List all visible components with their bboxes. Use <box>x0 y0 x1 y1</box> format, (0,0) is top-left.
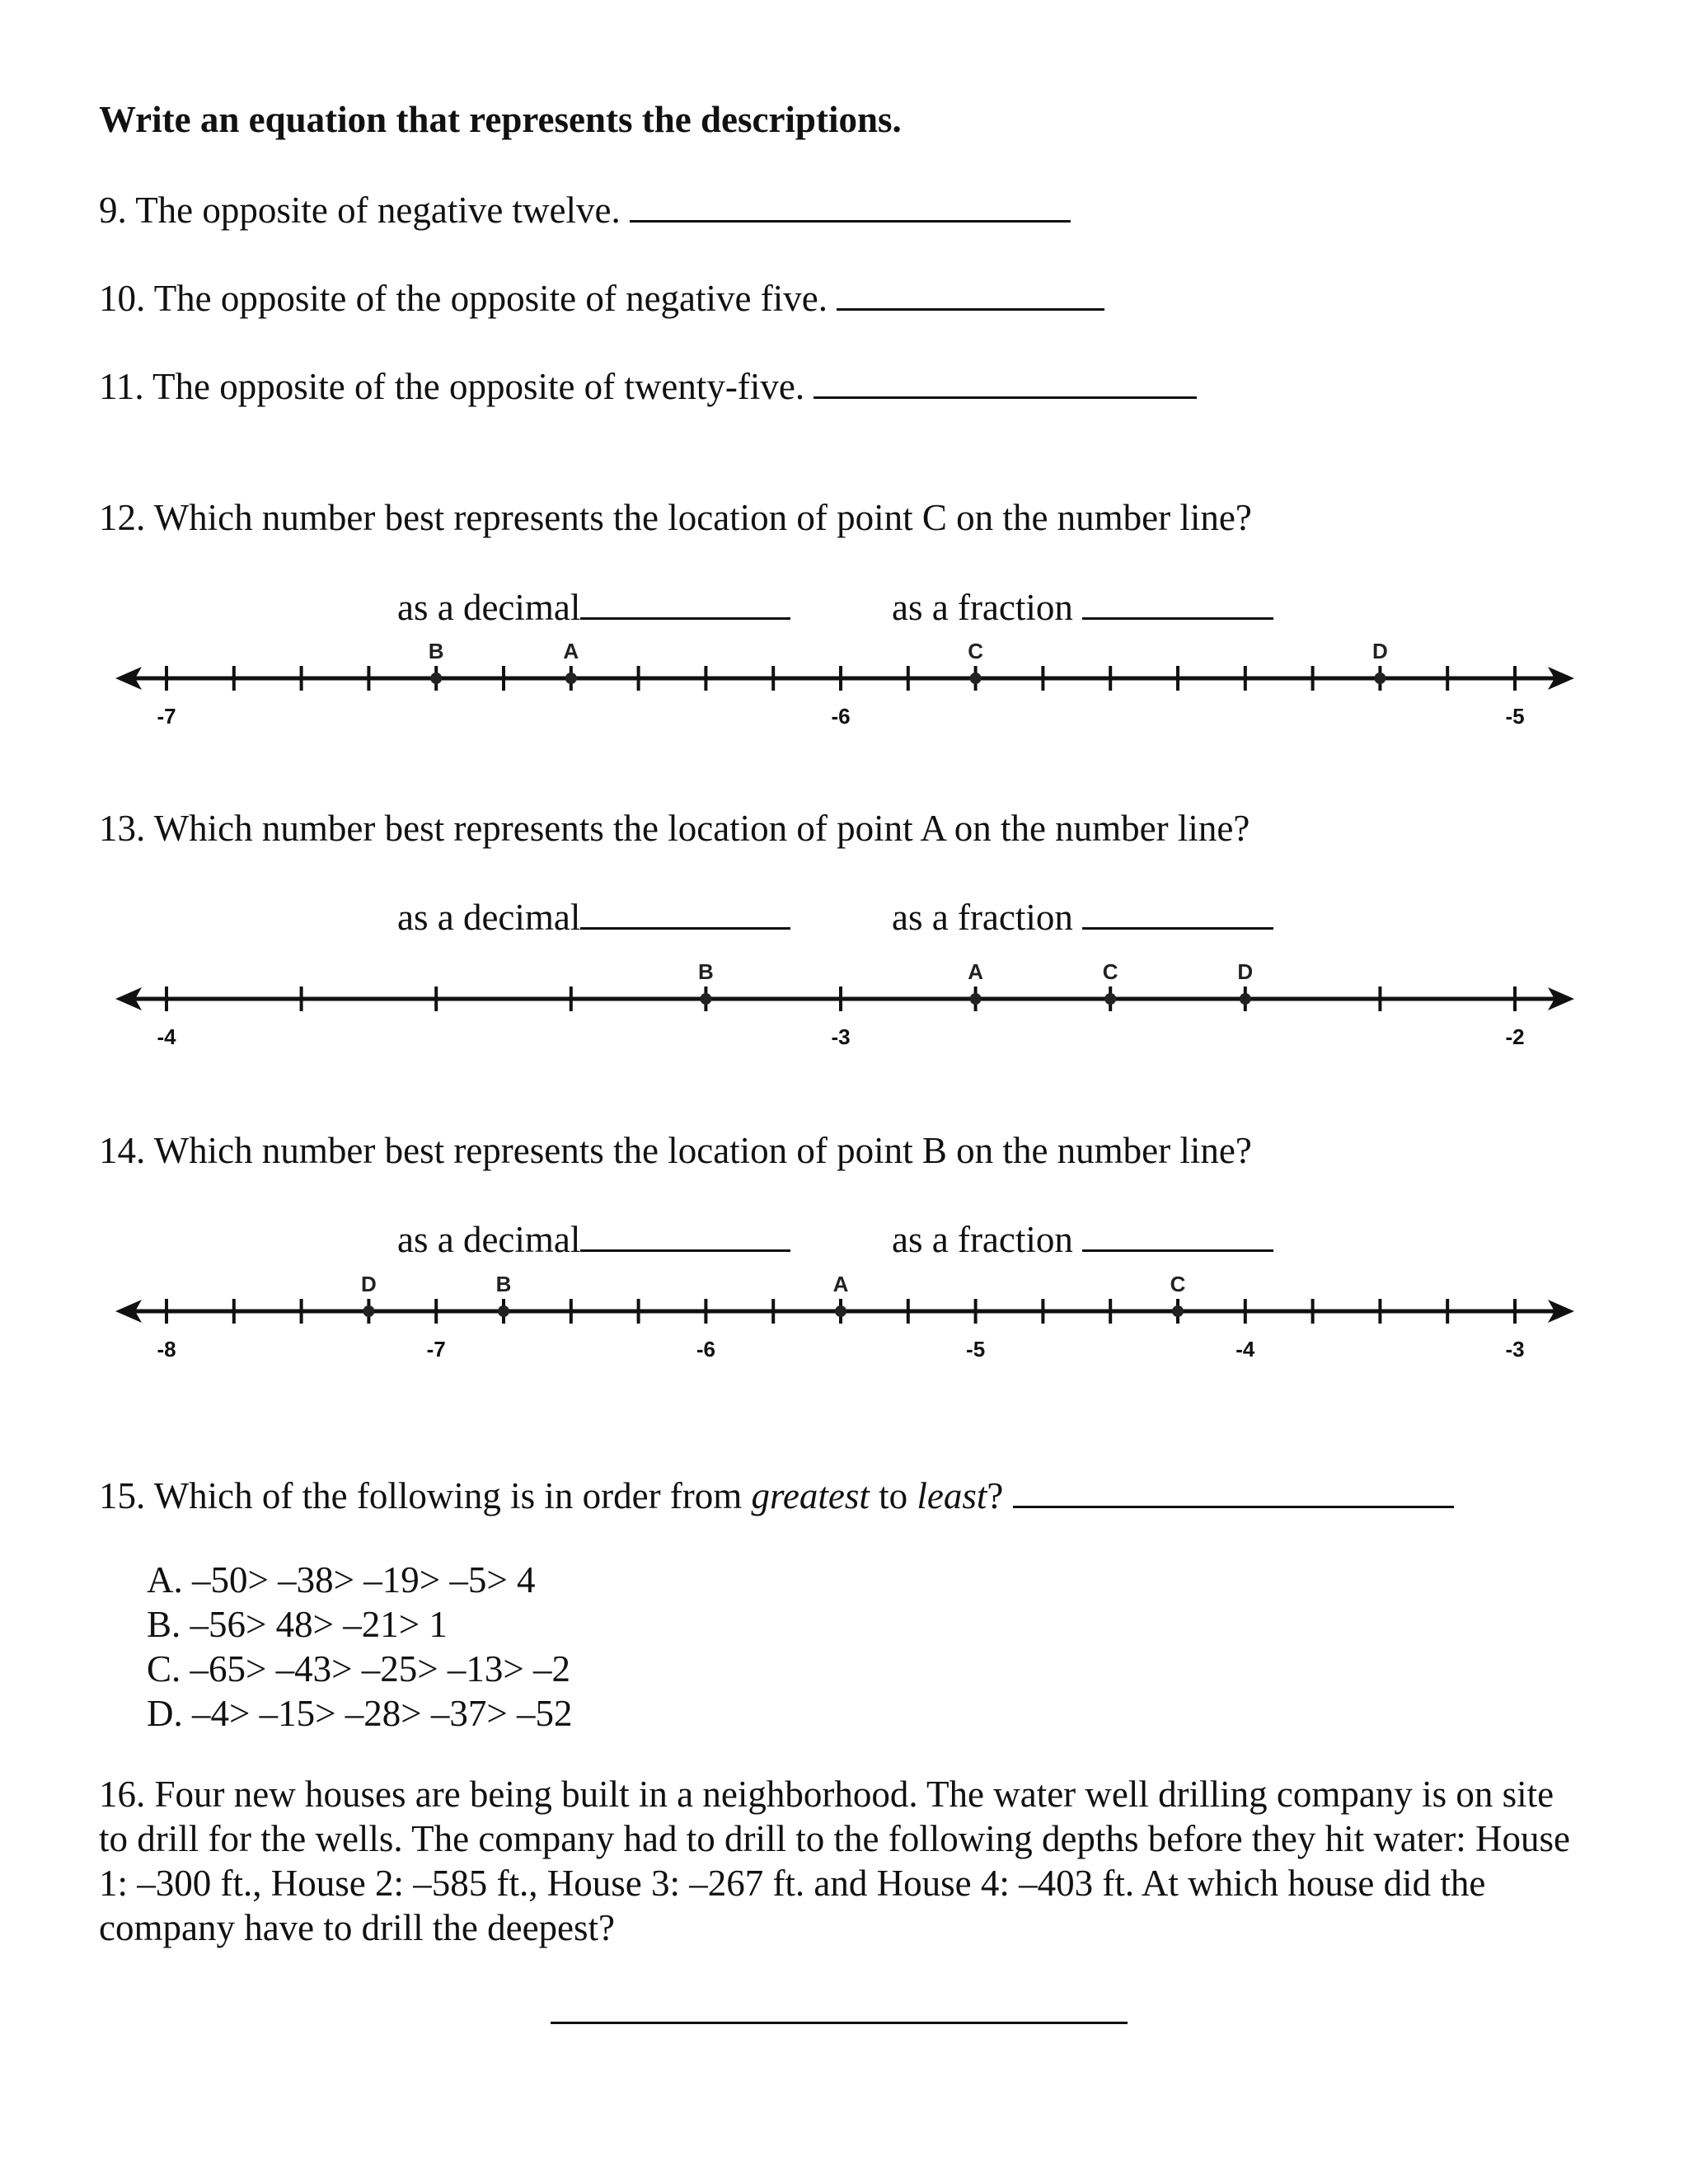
decimal-blank-12[interactable] <box>580 584 790 620</box>
point-marker-b <box>498 1305 509 1317</box>
question-text: The opposite of the opposite of twenty-five. <box>152 366 805 407</box>
number-line-2 <box>107 951 1591 1058</box>
tick-label: -7 <box>157 704 176 729</box>
point-marker-c <box>1172 1305 1184 1317</box>
option-d: D. –4> –15> –28> –37> –52 <box>147 1693 573 1734</box>
question-11 <box>99 363 1197 409</box>
question-13 <box>99 806 1250 851</box>
fraction-answer-12 <box>892 584 1273 630</box>
decimal-label: as a decimal <box>397 587 581 628</box>
point-label-a: A <box>563 639 579 663</box>
point-marker-b <box>430 673 442 684</box>
question-number: 9. <box>99 190 127 231</box>
decimal-label: as a decimal <box>397 1219 581 1260</box>
answer-blank-10[interactable] <box>837 275 1104 311</box>
question-14 <box>99 1128 1252 1173</box>
point-marker-a <box>835 1305 846 1317</box>
instructions-heading: Write an equation that represents the descriptions. <box>99 99 902 140</box>
fraction-label: as a fraction <box>892 587 1073 628</box>
point-marker-c <box>970 673 982 684</box>
question-15: 15. Which of the following is in order from greatest to least? <box>99 1473 1454 1518</box>
point-marker-b <box>700 993 711 1005</box>
decimal-blank-13[interactable] <box>580 894 790 930</box>
point-label-d: D <box>361 1272 377 1296</box>
decimal-answer-13 <box>397 894 790 940</box>
decimal-answer-14 <box>397 1216 790 1262</box>
point-label-c: C <box>1102 959 1118 984</box>
point-marker-a <box>565 673 577 684</box>
question-16 <box>99 1772 1582 1950</box>
answer-blank-16[interactable] <box>551 2022 1128 2024</box>
point-label-c: C <box>1170 1272 1186 1296</box>
fraction-answer-13 <box>892 894 1273 940</box>
point-label-c: C <box>968 639 983 663</box>
question-number: 10. <box>99 278 146 319</box>
point-label-a: A <box>832 1272 849 1296</box>
fraction-blank-12[interactable] <box>1082 584 1273 620</box>
point-marker-d <box>1240 993 1251 1005</box>
question-text: The opposite of negative twelve. <box>135 190 621 231</box>
point-label-d: D <box>1237 959 1254 984</box>
point-label-b: B <box>698 959 714 984</box>
question-text: Four new houses are being built in a neighborhood. The water well drilling company is on site to drill for the wells. The company had to drill to the following depths before they hit water: House 1: –300 ft., House 2: –585 ft., House 3: –267 ft. and House 4: –403 ft. At which house did the company have to drill the deepest? <box>99 1774 1571 1948</box>
question-number: 11. <box>99 366 144 407</box>
question-number: 13. <box>99 808 146 849</box>
question-10 <box>99 275 1104 321</box>
question-number: 16. <box>99 1774 146 1815</box>
fraction-answer-14 <box>892 1216 1273 1262</box>
point-marker-c <box>1104 993 1116 1005</box>
point-marker-d <box>363 1305 374 1317</box>
decimal-answer-12 <box>397 584 790 630</box>
tick-label: -4 <box>157 1024 176 1049</box>
point-label-b: B <box>428 639 444 663</box>
question-9 <box>99 187 1071 232</box>
point-marker-a <box>970 993 982 1005</box>
decimal-blank-14[interactable] <box>580 1216 790 1252</box>
fraction-blank-14[interactable] <box>1082 1216 1273 1252</box>
option-b: B. –56> 48> –21> 1 <box>147 1604 448 1645</box>
answer-blank-11[interactable] <box>814 363 1197 399</box>
number-line-3 <box>107 1263 1591 1371</box>
option-c: C. –65> –43> –25> –13> –2 <box>147 1648 571 1690</box>
fraction-label: as a fraction <box>892 897 1073 938</box>
point-marker-d <box>1374 673 1386 684</box>
fraction-label: as a fraction <box>892 1219 1073 1260</box>
tick-label: -2 <box>1505 1024 1525 1049</box>
question-text: Which number best represents the location of point C on the number line? <box>153 497 1252 538</box>
tick-label: -7 <box>426 1337 446 1361</box>
tick-label: -3 <box>831 1024 851 1049</box>
fraction-blank-13[interactable] <box>1082 894 1273 930</box>
decimal-label: as a decimal <box>397 897 581 938</box>
question-text: The opposite of the opposite of negative five. <box>153 278 828 319</box>
question-text: Which number best represents the location of point A on the number line? <box>153 808 1250 849</box>
point-label-d: D <box>1372 639 1388 663</box>
tick-label: -3 <box>1505 1337 1525 1361</box>
question-number: 15. <box>99 1475 146 1516</box>
point-label-a: A <box>968 959 983 984</box>
option-a: A. –50> –38> –19> –5> 4 <box>147 1559 536 1601</box>
tick-label: -4 <box>1236 1337 1255 1361</box>
question-number: 12. <box>99 497 146 538</box>
tick-label: -6 <box>696 1337 715 1361</box>
point-label-b: B <box>495 1272 512 1296</box>
least-word: least <box>917 1475 987 1516</box>
tick-label: -5 <box>966 1337 986 1361</box>
question-text: Which number best represents the location of point B on the number line? <box>153 1130 1252 1171</box>
question-number: 14. <box>99 1130 146 1171</box>
tick-label: -6 <box>831 704 851 729</box>
question-12 <box>99 495 1252 540</box>
question-text: Which of the following is in order from <box>153 1475 752 1516</box>
greatest-word: greatest <box>751 1475 870 1516</box>
answer-blank-15[interactable] <box>1013 1473 1454 1508</box>
tick-label: -8 <box>157 1337 176 1361</box>
answer-blank-9[interactable] <box>630 187 1071 223</box>
number-line-1 <box>107 630 1591 738</box>
tick-label: -5 <box>1505 704 1525 729</box>
